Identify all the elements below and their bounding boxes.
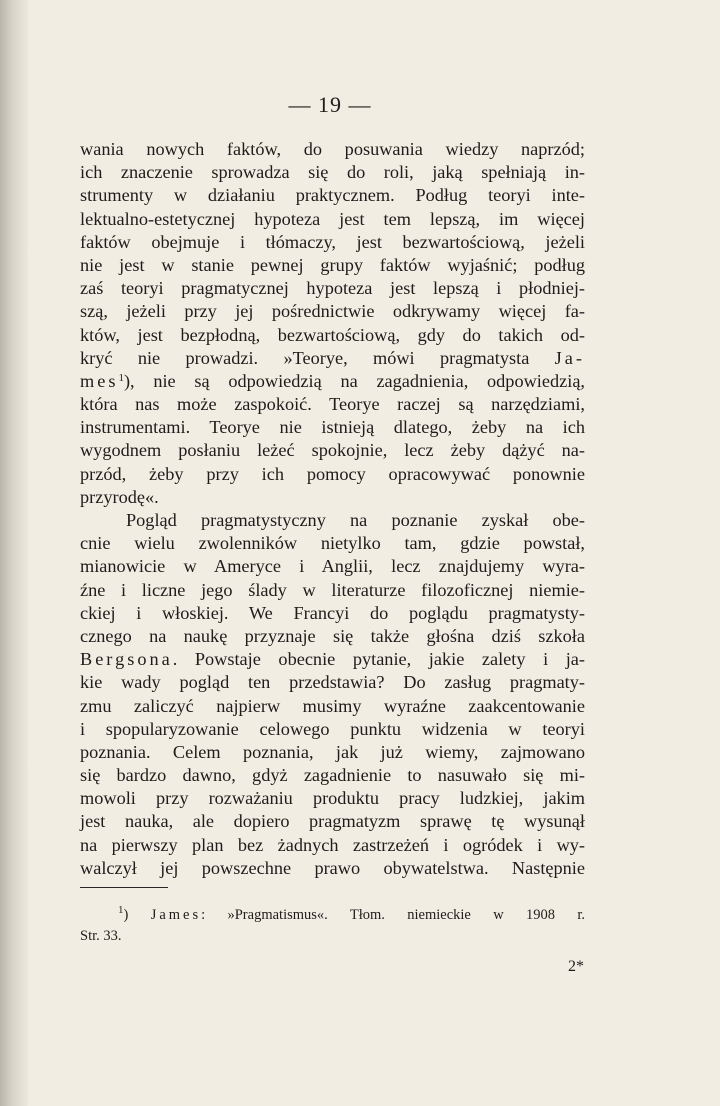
signature-mark: 2* (568, 958, 584, 975)
text-line: kie wady pogląd ten przedstawia? Do zasług pragmaty- (80, 672, 585, 693)
text-line: która nas może zaspokoić. Teorye raczej są narzędziami, (80, 394, 585, 415)
page-edge-shadow (0, 0, 28, 1106)
text-line: się bardzo dawno, gdyż zagadnienie to nasuwało się mi- (80, 765, 585, 786)
text-line: faktów obejmuje i tłómaczy, jest bezwartościową, jeżeli (80, 231, 585, 252)
text-line: jest nauka, ale dopiero pragmatyzm sprawę tę wysunął (80, 811, 585, 832)
text-line: na pierwszy plan bez żadnych zastrzeżeń i ogródek i wy- (80, 834, 585, 855)
text-line: mowoli przy rozważaniu produktu pracy ludzkiej, jakim (80, 788, 585, 809)
text-line: ckiej i włoskiej. We Francyi do poglądu pragmatysty- (80, 602, 585, 623)
text-line: zmu zaliczyć najpierw musimy wyraźne zaakcentowanie (80, 695, 585, 716)
text-line: przyrodę«. (80, 486, 159, 507)
footnote-author: James (150, 907, 202, 923)
body-text (80, 138, 585, 880)
text-line: poznania. Celem poznania, jak już wiemy, zajmowano (80, 741, 585, 762)
text-line: wygodnem posłaniu leżeć spokojnie, lecz żeby dążyć na- (80, 440, 585, 461)
footnote-marker: 1 (118, 904, 124, 916)
text-line: mes$^1$), nie są odpowiedzią na zagadnienia, odpowiedzią, (80, 370, 585, 391)
author-name-spaced: Ja- (554, 347, 585, 368)
footnote-divider (80, 887, 168, 888)
author-name-spaced: Bergsona (80, 649, 173, 670)
footnote-line: $^1$) James: »Pragmatismus«. Tłom. niemieckie w 1908 r. (118, 904, 586, 923)
text-line: lektualno-estetycznej hypoteza jest tem lepszą, im więcej (80, 208, 585, 229)
footnote-ref: 1 (118, 371, 124, 384)
paragraph-start-line: Pogląd pragmatystyczny na poznanie zyskał obe- (126, 510, 585, 530)
text-line: nie jest w stanie pewnej grupy faktów wyjaśnić; podług (80, 254, 585, 275)
text-line: źne i liczne jego ślady w literaturze filozoficznej niemie- (80, 579, 585, 600)
text-line: przód, żeby przy ich pomocy opracowywać ponownie (80, 463, 585, 484)
text-line: walczył jej powszechne prawo obywatelstwa. Następnie (80, 857, 585, 878)
text-line: i spopularyzowanie celowego punktu widzenia w teoryi (80, 718, 585, 739)
text-line: wania nowych faktów, do posuwania wiedzy naprzód; (80, 139, 585, 159)
text-line: instrumentami. Teorye nie istnieją dlatego, żeby na ich (80, 417, 585, 438)
text-line: kryć nie prowadzi. »Teorye, mówi pragmatysta Ja- (80, 347, 585, 368)
author-name-spaced: mes (80, 370, 119, 391)
text-line: szą, jeżeli przy jej pośrednictwie odkrywamy więcej fa- (80, 301, 585, 322)
footnote (80, 905, 585, 947)
text-line: cnie wielu zwolenników nietylko tam, gdzie powstał, (80, 533, 585, 554)
footnote-line: Str. 33. (80, 928, 122, 944)
text-line: mianowicie w Ameryce i Anglii, lecz znajdujemy wyra- (80, 556, 585, 577)
text-line: strumenty w działaniu praktycznem. Podług teoryi inte- (80, 185, 585, 206)
text-line: cznego na naukę przyznaje się także głośna dziś szkoła (80, 625, 585, 646)
text-line: Bergsona. Powstaje obecnie pytanie, jakie zalety i ja- (80, 649, 585, 670)
text-line: ich znaczenie sprowadza się do roli, jaką spełniają in- (80, 162, 585, 183)
page-number-header: — 19 — (288, 92, 372, 117)
text-line: któw, jest bezpłodną, bezwartościową, gdy do takich od- (80, 324, 585, 345)
text-line: zaś teoryi pragmatycznej hypoteza jest lepszą i płodniej- (80, 278, 585, 299)
